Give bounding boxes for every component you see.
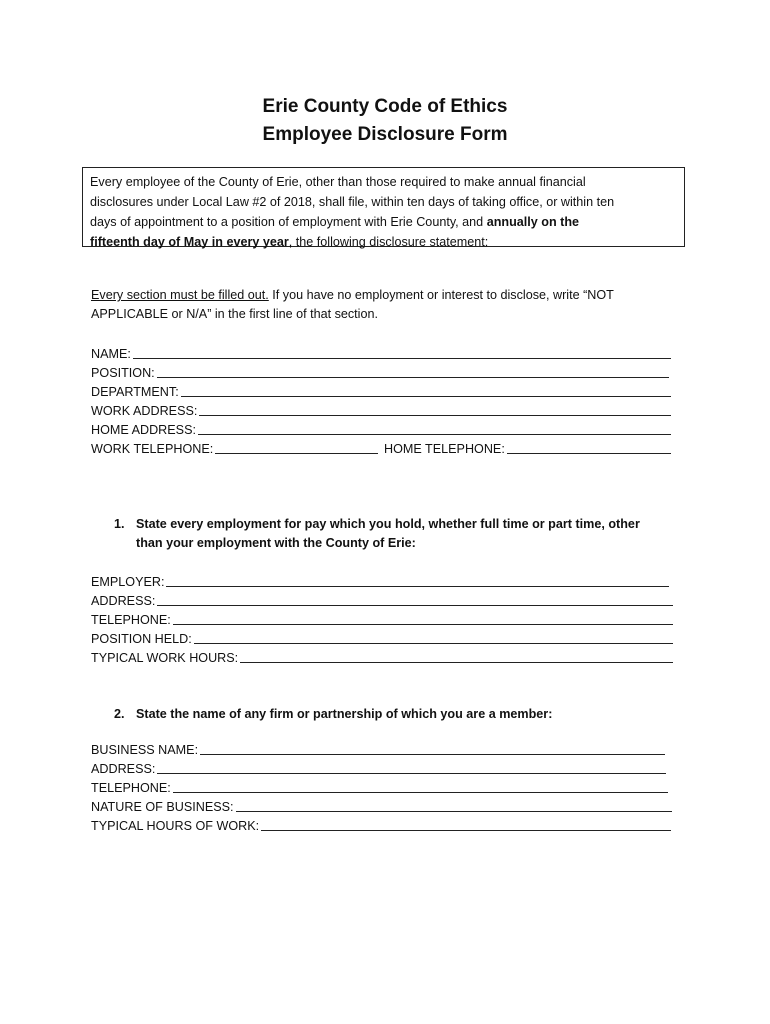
home-telephone-input-line[interactable] [507, 441, 671, 454]
employer-input-line[interactable] [166, 574, 669, 587]
business-address-field[interactable]: ADDRESS: [91, 760, 666, 776]
nature-of-business-input-line[interactable] [236, 799, 672, 812]
work-telephone-field[interactable]: WORK TELEPHONE: [91, 440, 378, 456]
intro-line-3: days of appointment to a position of employment with Erie County, and annually on the [90, 215, 580, 229]
instructions-line-1: Every section must be filled out. If you have no employment or interest to disclose, write “NOT [91, 288, 614, 302]
business-name-input-line[interactable] [200, 742, 665, 755]
department-field[interactable]: DEPARTMENT: [91, 383, 671, 399]
intro-line-4: fifteenth day of May in every year, the following disclosure statement: [90, 235, 489, 249]
home-address-field[interactable]: HOME ADDRESS: [91, 421, 671, 437]
intro-line-1: Every employee of the County of Erie, other than those required to make annual financial [90, 175, 586, 189]
typical-work-hours-field[interactable]: TYPICAL WORK HOURS: [91, 649, 673, 665]
typical-work-hours-input-line[interactable] [240, 650, 673, 663]
work-telephone-input-line[interactable] [215, 441, 378, 454]
business-address-input-line[interactable] [157, 761, 666, 774]
typical-hours-of-work-field[interactable]: TYPICAL HOURS OF WORK: [91, 817, 671, 833]
business-name-field[interactable]: BUSINESS NAME: [91, 741, 665, 757]
position-held-input-line[interactable] [194, 631, 673, 644]
position-field[interactable]: POSITION: [91, 364, 669, 380]
name-field[interactable]: NAME: [91, 345, 671, 361]
employer-field[interactable]: EMPLOYER: [91, 573, 669, 589]
nature-of-business-field[interactable]: NATURE OF BUSINESS: [91, 798, 672, 814]
form-title-line2: Employee Disclosure Form [262, 124, 508, 145]
home-telephone-field[interactable]: HOME TELEPHONE: [384, 440, 671, 456]
position-input-line[interactable] [157, 365, 669, 378]
intro-line-2: disclosures under Local Law #2 of 2018, shall file, within ten days of taking office, or within ten [90, 195, 615, 209]
typical-hours-of-work-input-line[interactable] [261, 818, 671, 831]
employment-telephone-field[interactable]: TELEPHONE: [91, 611, 673, 627]
position-held-field[interactable]: POSITION HELD: [91, 630, 673, 646]
employment-address-field[interactable]: ADDRESS: [91, 592, 673, 608]
intro-statement-box [82, 167, 685, 247]
work-address-input-line[interactable] [199, 403, 671, 416]
employment-address-input-line[interactable] [157, 593, 673, 606]
work-address-field[interactable]: WORK ADDRESS: [91, 402, 671, 418]
form-title-line1: Erie County Code of Ethics [262, 96, 508, 117]
instructions-line-2: APPLICABLE or N/A” in the first line of that section. [91, 307, 378, 321]
name-input-line[interactable] [133, 346, 671, 359]
department-input-line[interactable] [181, 384, 671, 397]
employment-telephone-input-line[interactable] [173, 612, 673, 625]
home-address-input-line[interactable] [198, 422, 671, 435]
business-telephone-field[interactable]: TELEPHONE: [91, 779, 668, 795]
business-telephone-input-line[interactable] [173, 780, 668, 793]
